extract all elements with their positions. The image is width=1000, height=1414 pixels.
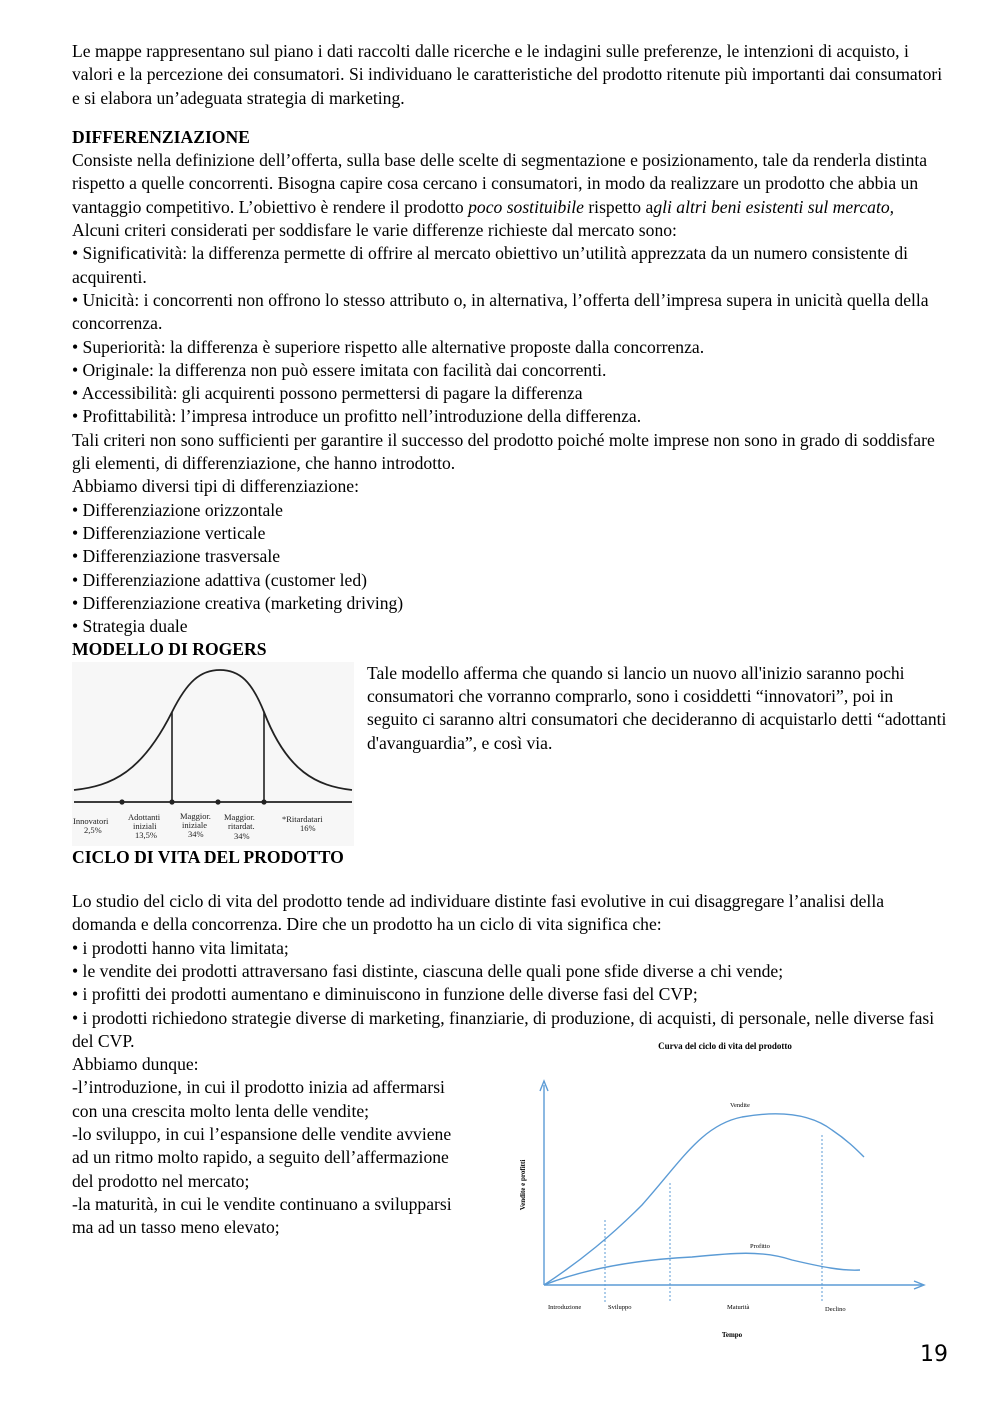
diff-text-b: rispetto a (583, 196, 654, 217)
rogers-heading: MODELLO DI ROGERS (72, 639, 267, 660)
differenziazione-paragraph (72, 149, 947, 219)
type-item: • Differenziazione adattiva (customer led) (72, 569, 368, 590)
rogers-label: Innovatori (73, 815, 109, 826)
criteria-item: • Unicità: i concorrenti non offrono lo stesso attributo o, in alternativa, l’offerta dell’impresa supera in unicità quella della concorrenza. (72, 289, 929, 334)
point-marker (215, 799, 220, 804)
rogers-label: 16% (300, 822, 316, 833)
criteria-intro: Alcuni criteri considerati per soddisfare le varie differenze richieste dal mercato sono: (72, 220, 677, 241)
point-marker (261, 799, 266, 804)
document-page (72, 40, 947, 1349)
point-marker (119, 799, 124, 804)
profit-curve (544, 1253, 860, 1285)
phase-label: Maturità (727, 1304, 750, 1312)
type-item: • Differenziazione verticale (72, 522, 266, 543)
series-label-profitto: Profitto (750, 1243, 770, 1251)
series-label-vendite: Vendite (730, 1102, 750, 1110)
cvp-bullet: • le vendite dei prodotti attraversano fasi distinte, ciascuna delle quali pone sfide diverse a chi vende; (72, 960, 784, 981)
phase-label: Sviluppo (608, 1304, 632, 1312)
criteria-item: • Originale: la differenza non può essere imitata con facilità dai concorrenti. (72, 359, 607, 380)
x-axis-label: Tempo (721, 1331, 743, 1340)
cvp-bullet: • i prodotti hanno vita limitata; (72, 937, 289, 958)
rogers-label: 34% (188, 828, 204, 839)
phase-item: -la maturità, in cui le vendite continuano a svilupparsi ma ad un tasso meno elevato; (72, 1193, 452, 1238)
differenziazione-heading: DIFFERENZIAZIONE (72, 126, 250, 147)
point-marker (169, 799, 174, 804)
rogers-label: Adottanti (128, 811, 161, 822)
rogers-label: 13,5% (135, 829, 157, 840)
criteria-item: • Superiorità: la differenza è superiore rispetto alle alternative proposte dalla concorrenza. (72, 336, 705, 357)
criteria-item: • Accessibilità: gli acquirenti possono permettersi di pagare la differenza (72, 383, 583, 404)
criteria-item: • Significatività: la differenza permette di offrire al mercato obiettivo un’utilità apprezzata da un numero consistente di acquirenti. (72, 243, 909, 287)
diff-text-a: Consiste nella definizione dell’offerta, sulla base delle scelte di segmentazione e posizionamento, tale da renderla distinta rispetto a quelle concorrenti. Bisogna capire cosa cercano i consumatori, in modo da realizzare un prodotto che abbia un vantaggio competitivo. L’obiettivo è rendere il prodotto (72, 150, 928, 217)
rogers-section (72, 662, 947, 846)
rogers-label: iniziali (133, 820, 157, 831)
phase-label: Declino (825, 1306, 846, 1314)
phase-item: -l’introduzione, in cui il prodotto inizia ad affermarsi con una crescita molto lenta delle vendite; (72, 1077, 445, 1121)
cvp-bullet: • i profitti dei prodotti aumentano e diminuiscono in funzione delle diverse fasi del CVP; (72, 984, 698, 1005)
phases-list (72, 1053, 452, 1239)
sales-curve (544, 1114, 864, 1285)
types-intro: Abbiamo diversi tipi di differenziazione: (72, 476, 359, 497)
phase-item: -lo sviluppo, in cui l’espansione delle vendite avviene ad un ritmo molto rapido, a seguito dell’affermazione del prodotto nel mercato; (72, 1123, 452, 1191)
diff-emphasis-2: gli altri beni esistenti sul mercato, (653, 196, 895, 217)
diff-emphasis-1: poco sostituibile (468, 196, 584, 217)
type-item: • Differenziazione creativa (marketing driving) (72, 592, 404, 613)
phase-label: Introduzione (548, 1304, 582, 1312)
criteria-item: • Profittabilità: l’impresa introduce un profitto nell’introduzione della differenza. (72, 406, 642, 427)
criteria-note: Tali criteri non sono sufficienti per garantire il successo del prodotto poiché molte imprese non sono in grado di soddisfare gli elementi, di differenziazione, che hanno introdotto. (72, 429, 935, 474)
rogers-label: Maggior. (224, 811, 255, 822)
type-item: • Strategia duale (72, 616, 188, 637)
rogers-label: Maggior. (180, 810, 211, 821)
rogers-label: 2,5% (84, 824, 102, 835)
type-item: • Differenziazione trasversale (72, 546, 281, 567)
intro-paragraph: Le mappe rappresentano sul piano i dati raccolti dalle ricerche e le indagini sulle preferenze, le intenzioni di acquisto, i valori e la percezione dei consumatori. Si individuano le caratteristiche del prodotto ritenute più importanti dai consumatori e si elabora un’adeguata strategia di marketing. (72, 41, 943, 108)
product-life-cycle-chart (512, 1035, 932, 1365)
type-item: • Differenziazione orizzontale (72, 499, 283, 520)
cvp-paragraph: Lo studio del ciclo di vita del prodotto tende ad individuare distinte fasi evolutive in cui disaggregare l’analisi della domanda e della concorrenza. Dire che un prodotto ha un ciclo di vita significa che: (72, 891, 885, 935)
phases-intro: Abbiamo dunque: (72, 1054, 199, 1075)
rogers-label: iniziale (182, 819, 208, 830)
y-axis-label: Vendite e profitti (519, 1159, 527, 1211)
rogers-label: ritardat. (228, 820, 255, 831)
rogers-label: 34% (234, 830, 250, 841)
cvp-bullet: • i prodotti richiedono strategie diverse di marketing, finanziarie, di produzione, di acquisti, di personale, nelle diverse fasi del CVP. (72, 1007, 935, 1051)
rogers-paragraph: Tale modello afferma che quando si lancio un nuovo all'inizio saranno pochi consumatori che vorranno comprarlo, sono i cosiddetti “innovatori”, poi in seguito ci saranno altri consumatori che decideranno di acquistarlo detti “adottanti d'avanguardia”, e così via. (367, 662, 947, 753)
rogers-label: *Ritardatari (282, 813, 323, 824)
rogers-bell-curve-figure (72, 662, 354, 846)
chart-title: Curva del ciclo di vita del prodotto (658, 1041, 792, 1052)
page-number: 19 (920, 1342, 948, 1367)
cvp-heading: CICLO DI VITA DEL PRODOTTO (72, 846, 344, 867)
cvp-section (72, 1041, 947, 1349)
